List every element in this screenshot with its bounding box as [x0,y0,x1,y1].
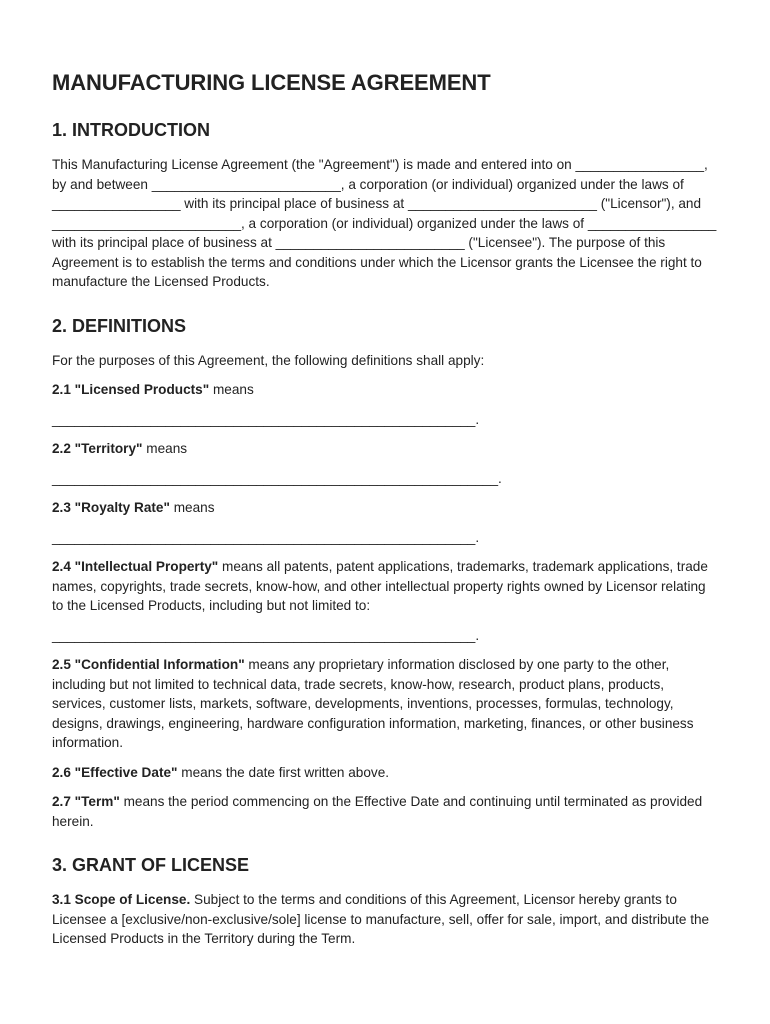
clause-item [52,792,718,831]
document-title: MANUFACTURING LICENSE AGREEMENT [52,70,491,95]
clause-text: means [142,441,188,456]
section-heading: 1. INTRODUCTION [52,120,211,140]
clause-item [52,890,718,949]
clause-label: 2.3 "Royalty Rate" [52,500,170,515]
introduction-paragraph: This Manufacturing License Agreement (the "Agreement") is made and entered into on _________________, by and between _________________________, a corporation (or individual) organized under the laws of _________________ with its principal place of business at _________________________ ("Licensor"), and _________________________, a corporation (or individual) organized under the laws of _________________ with its principal place of business at _________________________ ("Licensee"). The purpose of this Agreement is to establish the terms and conditions under which the Licensor grants the Licensee the right to manufacture the Licensed Products. [52,157,717,289]
clause-item [52,557,718,616]
clause-label: 2.5 "Confidential Information" [52,657,245,672]
section-definitions [52,316,718,832]
fill-in-blank: ________________________________________________________. [52,529,480,545]
section-grant-of-license [52,855,718,949]
clause-item [52,439,718,459]
definitions-intro: For the purposes of this Agreement, the following definitions shall apply: [52,352,485,368]
clause-text: means all patents, patent applications, trademarks, trademark applications, trade names, copyrights, trade secrets, know-how, and other intellectual property rights owned by Licensor relating to the Licensed Products, including but not limited to: [52,559,708,613]
clause-label: 2.2 "Territory" [52,441,143,456]
clause-item [52,655,718,753]
fill-in-blank: ________________________________________________________. [52,627,480,643]
clause-label: 2.6 "Effective Date" [52,764,178,780]
clause-item [52,380,718,400]
section-heading: 2. DEFINITIONS [52,315,187,336]
clause-label: 2.4 "Intellectual Property" [52,559,219,574]
clause-label: 2.1 "Licensed Products" [52,382,210,397]
section-introduction [52,120,718,292]
fill-in-blank: ___________________________________________________________. [52,470,502,486]
clause-text: means the period commencing on the Effective Date and continuing until terminated as provided herein. [52,794,703,829]
clause-text: Subject to the terms and conditions of this Agreement, Licensor hereby grants to Licensee a [exclusive/non-exclusive/sole] license to manufacture, sell, offer for sale, import, and distribute the Licensed Products in the Territory during the Term. [52,892,710,946]
clause-item [52,763,718,783]
fill-in-blank: ________________________________________________________. [52,411,480,427]
clause-label: 3.1 Scope of License. [52,892,191,907]
clause-text: means [169,500,215,515]
clause-text: means [209,382,254,397]
clause-item [52,498,718,518]
clause-text: means the date first written above. [177,764,390,780]
clause-label: 2.7 "Term" [52,794,120,809]
section-heading: 3. GRANT OF LICENSE [52,855,250,875]
clause-text: means any proprietary information disclosed by one party to the other, including but not limited to technical data, trade secrets, know-how, research, product plans, products, services, customer lists, markets, software, developments, inventions, processes, formulas, technology, designs, drawings, engineering, hardware configuration information, marketing, finances, or other business information. [52,657,694,750]
